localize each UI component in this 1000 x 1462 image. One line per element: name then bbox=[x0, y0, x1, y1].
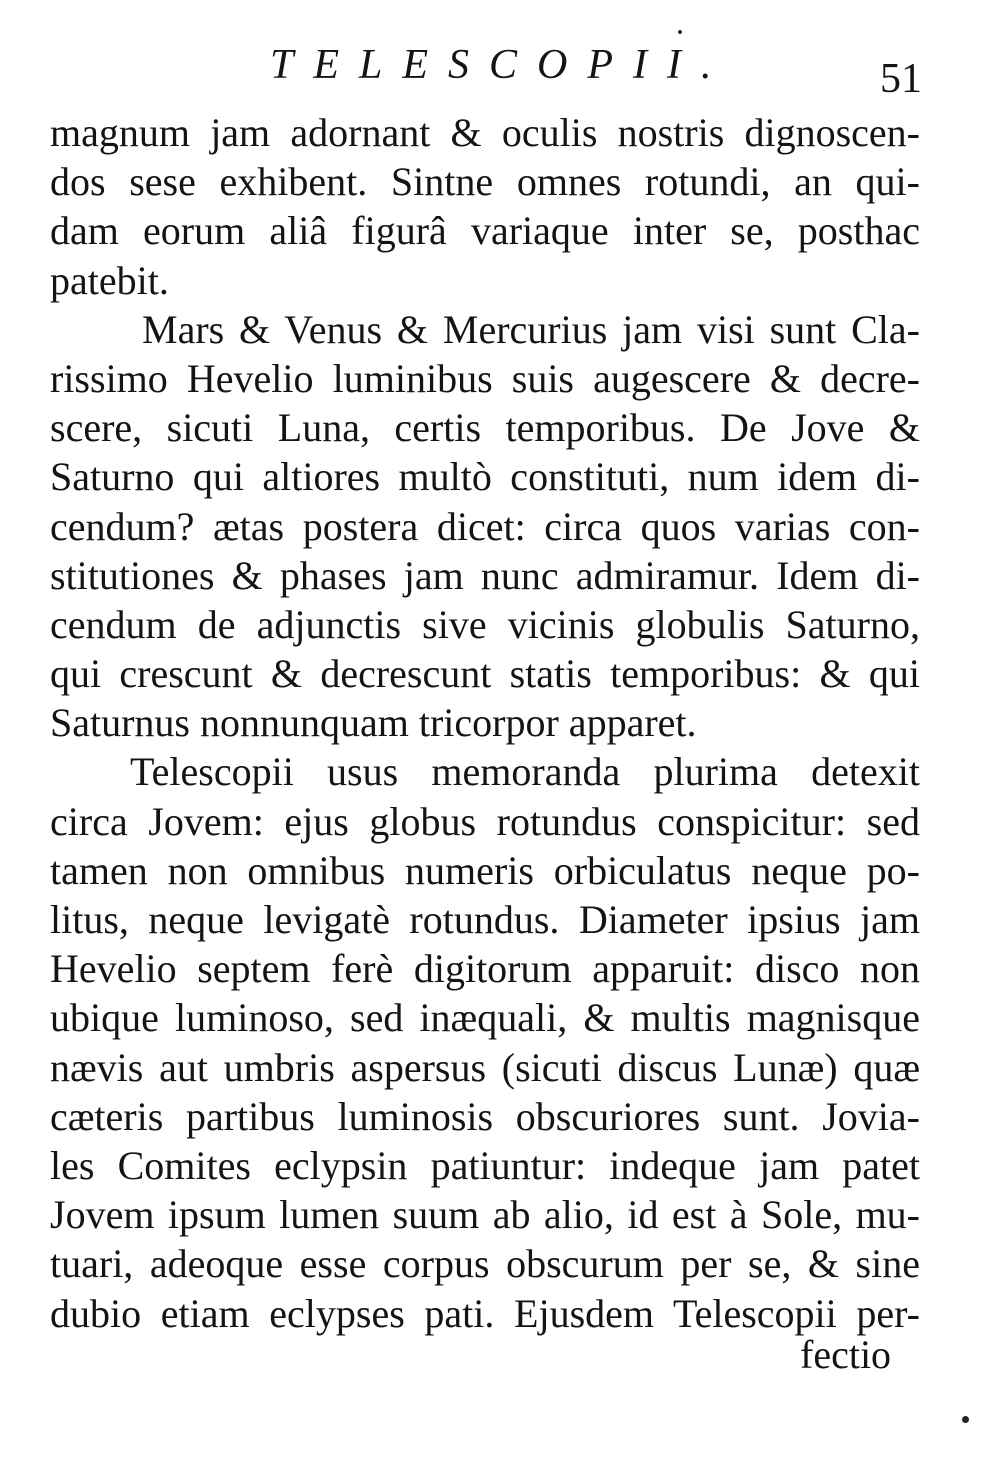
text-line: nævis aut umbris aspersus (sicuti discus Lunæ) quæ bbox=[50, 1044, 920, 1090]
text-line: stitutiones & phases jam nunc admiramur. Idem di- bbox=[50, 552, 920, 598]
body-text bbox=[50, 108, 920, 1338]
running-title: TELESCOPII. bbox=[270, 42, 732, 88]
text-line: Hevelio septem ferè digitorum apparuit: disco non bbox=[50, 946, 920, 992]
text-line: litus, neque levigatè rotundus. Diameter ipsius jam bbox=[50, 897, 920, 942]
scan-speck bbox=[962, 1416, 969, 1423]
text-line: cendum de adjunctis sive vicinis globulis Saturno, bbox=[50, 601, 920, 647]
paragraph-start-line: Telescopii usus memoranda plurima detexit bbox=[130, 749, 920, 795]
text-line: scere, sicuti Luna, certis temporibus. De Jove & bbox=[50, 405, 920, 451]
page-number: 51 bbox=[880, 56, 922, 102]
text-line: rissimo Hevelio luminibus suis augescere & decre- bbox=[50, 355, 920, 401]
text-line: cæteris partibus luminosis obscuriores sunt. Jovia- bbox=[50, 1093, 920, 1139]
text-line: Saturnus nonnunquam tricorpor apparet. bbox=[50, 700, 697, 746]
text-line: patebit. bbox=[50, 257, 169, 303]
text-line: ubique luminoso, sed inæquali, & multis magnisque bbox=[50, 995, 920, 1041]
text-line: cendum? ætas postera dicet: circa quos varias con- bbox=[50, 503, 920, 549]
text-line: dos sese exhibent. Sintne omnes rotundi, an qui- bbox=[50, 159, 920, 205]
text-line: Saturno qui altiores multò constituti, num idem di- bbox=[50, 454, 920, 500]
text-line: magnum jam adornant & oculis nostris dignoscen- bbox=[50, 110, 920, 155]
scan-speck bbox=[678, 30, 682, 34]
text-line: qui crescunt & decrescunt statis temporibus: & qui bbox=[50, 651, 920, 697]
text-line: tamen non omnibus numeris orbiculatus neque po- bbox=[50, 847, 920, 893]
text-line: dubio etiam eclypses pati. Ejusdem Telescopii per- bbox=[50, 1290, 920, 1336]
text-line: les Comites eclypsin patiuntur: indeque jam patet bbox=[50, 1142, 920, 1188]
catchword: fectio bbox=[800, 1332, 892, 1377]
text-line: dam eorum aliâ figurâ variaque inter se, posthac bbox=[50, 208, 920, 254]
text-line: tuari, adeoque esse corpus obscurum per se, & sine bbox=[50, 1241, 920, 1287]
text-line: Jovem ipsum lumen suum ab alio, id est à Sole, mu- bbox=[50, 1192, 920, 1238]
paragraph-start-line: Mars & Venus & Mercurius jam visi sunt Cla- bbox=[142, 306, 920, 352]
text-line: circa Jovem: ejus globus rotundus conspicitur: sed bbox=[50, 798, 920, 844]
